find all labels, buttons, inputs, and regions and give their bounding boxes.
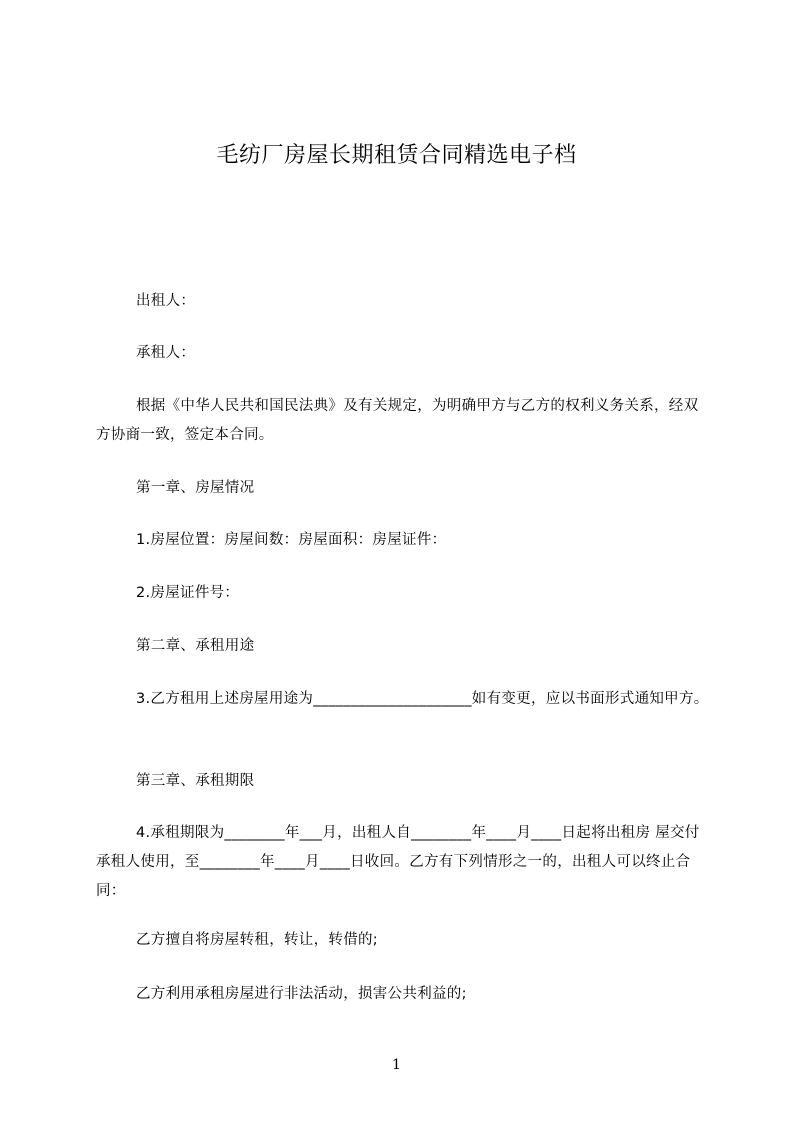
page-number: 1	[392, 1057, 401, 1073]
document-title: 毛纺厂房屋长期租赁合同精选电子档	[216, 143, 577, 168]
termination-item-1: 乙方擅自将房屋转租，转让，转借的;	[136, 932, 378, 948]
chapter-1-heading: 第一章、房屋情况	[136, 480, 255, 496]
chapter-2-heading: 第二章、承租用途	[136, 638, 255, 654]
lessor-line: 出租人：	[136, 293, 196, 309]
clause-4: 4.承租期限为________年___月，出租人自________年____月____日起将出租房 屋交付承租人使用，至________年____月____日收回。乙方有下列情形之一的，出租人可以终止合同：	[96, 825, 700, 899]
chapter-3-heading: 第三章、承租期限	[136, 773, 255, 789]
lessee-line: 承租人：	[136, 345, 196, 361]
clause-1: 1.房屋位置：房屋间数：房屋面积：房屋证件：	[136, 532, 447, 548]
preamble-paragraph: 根据《中华人民共和国民法典》及有关规定，为明确甲方与乙方的权利义务关系，经双方协商一致，签定本合同。	[96, 398, 699, 443]
clause-3: 3.乙方租用上述房屋用途为_____________________如有变更，应以书面形式通知甲方。	[136, 691, 709, 707]
clause-2: 2.房屋证件号：	[136, 585, 240, 601]
termination-item-2: 乙方利用承租房屋进行非法活动，损害公共利益的;	[136, 986, 467, 1002]
